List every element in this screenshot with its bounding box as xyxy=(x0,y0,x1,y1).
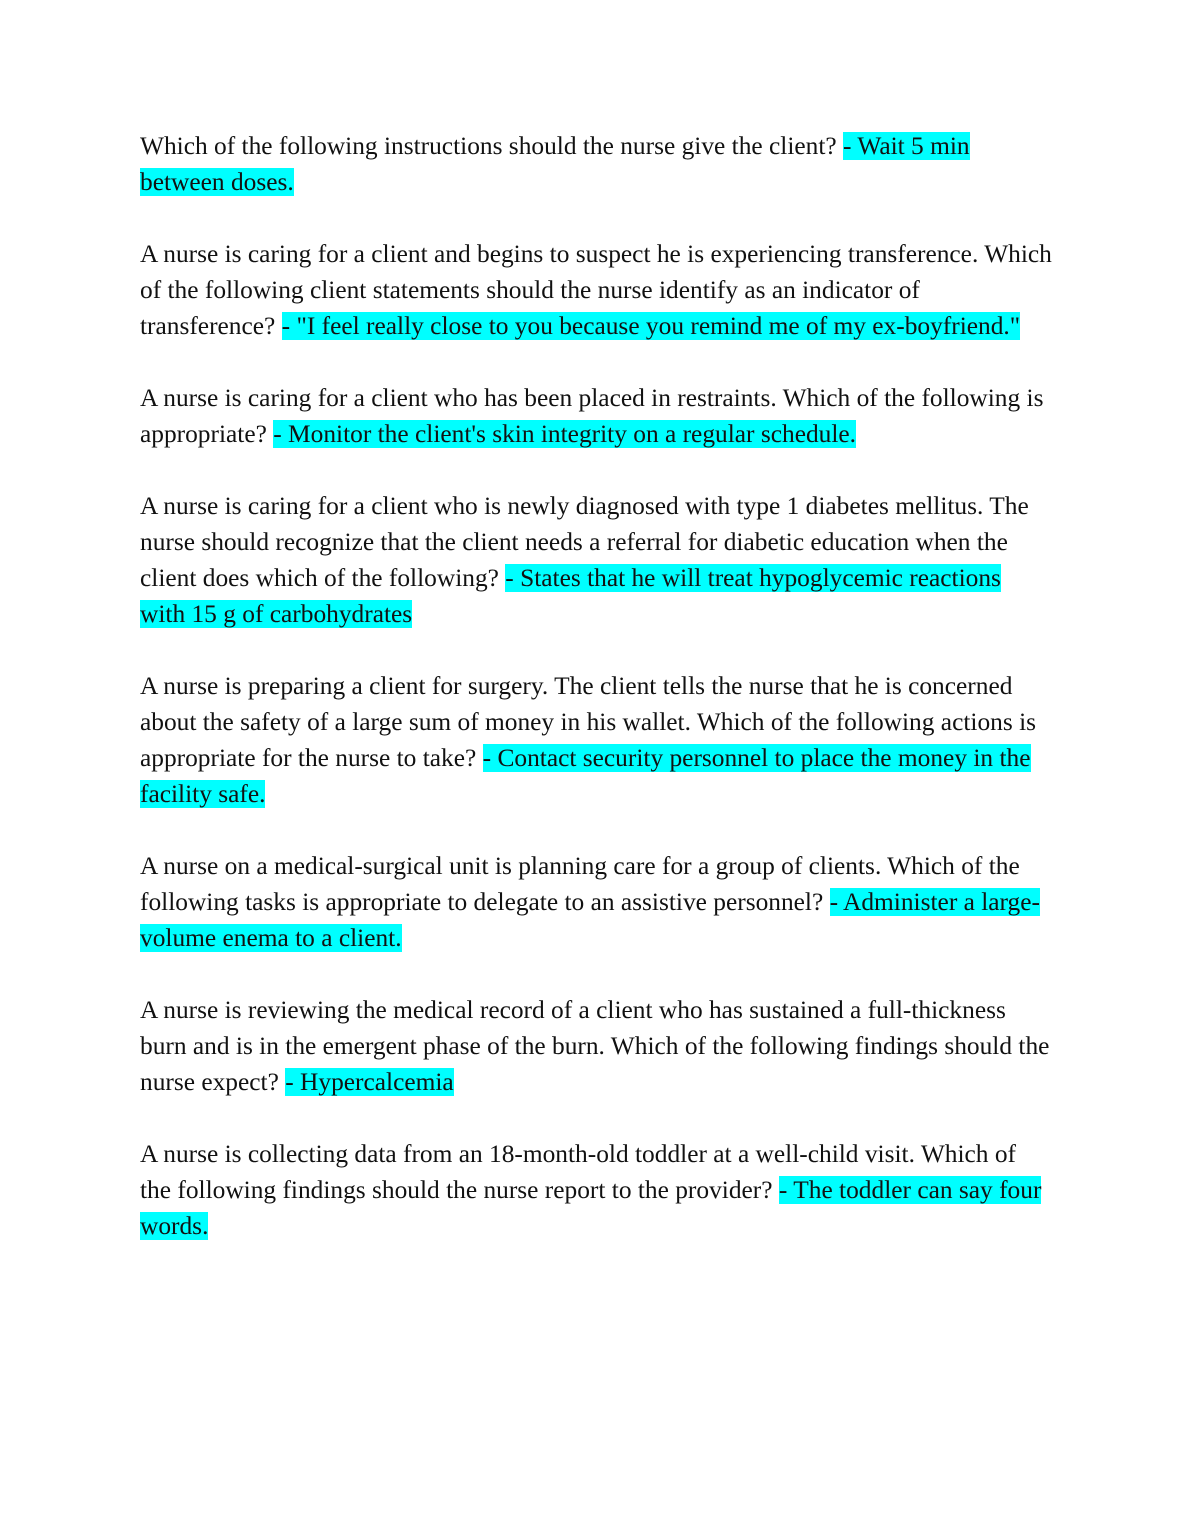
answer-highlight: - States that he will treat hypoglycemic reactions with 15 g of carbohydrates xyxy=(140,564,1001,628)
qa-item xyxy=(140,992,1052,1100)
qa-list xyxy=(140,128,1052,1280)
qa-item xyxy=(140,380,1052,452)
answer-highlight: - Monitor the client's skin integrity on a regular schedule. xyxy=(273,420,857,448)
answer-highlight: - "I feel really close to you because you remind me of my ex-boyfriend." xyxy=(281,312,1021,340)
answer-highlight: - The toddler can say four words. xyxy=(140,1176,1042,1240)
qa-item xyxy=(140,1136,1052,1244)
question-text: A nurse is caring for a client and begins to suspect he is experiencing transference. Which of the following client statements should the nurse identify as an indicator of transference? xyxy=(140,240,1052,340)
qa-item xyxy=(140,668,1052,812)
question-text: A nurse is collecting data from an 18-month-old toddler at a well-child visit. Which of the following findings should the nurse report to the provider? xyxy=(140,1140,1017,1204)
question-text: A nurse is reviewing the medical record of a client who has sustained a full-thickness burn and is in the emergent phase of the burn. Which of the following findings should the nurse expect? xyxy=(140,996,1050,1096)
answer-highlight: - Wait 5 min between doses. xyxy=(140,132,970,196)
qa-item xyxy=(140,848,1052,956)
qa-item xyxy=(140,128,1052,200)
question-text: A nurse is preparing a client for surgery. The client tells the nurse that he is concerned about the safety of a large sum of money in his wallet. Which of the following actions is appropriate for the nurse to take? xyxy=(140,672,1036,772)
answer-highlight: - Contact security personnel to place the money in the facility safe. xyxy=(140,744,1031,808)
qa-item xyxy=(140,236,1052,344)
question-text: A nurse is caring for a client who is newly diagnosed with type 1 diabetes mellitus. The nurse should recognize that the client needs a referral for diabetic education when the client does which of the following? xyxy=(140,492,1029,592)
answer-highlight: - Administer a large-volume enema to a client. xyxy=(140,888,1040,952)
question-text: A nurse is caring for a client who has been placed in restraints. Which of the following is appropriate? xyxy=(140,384,1044,448)
qa-item xyxy=(140,488,1052,632)
answer-highlight: - Hypercalcemia xyxy=(285,1068,454,1096)
question-text: A nurse on a medical-surgical unit is planning care for a group of clients. Which of the following tasks is appropriate to delegate to an assistive personnel? xyxy=(140,852,1020,916)
question-text: Which of the following instructions should the nurse give the client? xyxy=(140,132,837,160)
